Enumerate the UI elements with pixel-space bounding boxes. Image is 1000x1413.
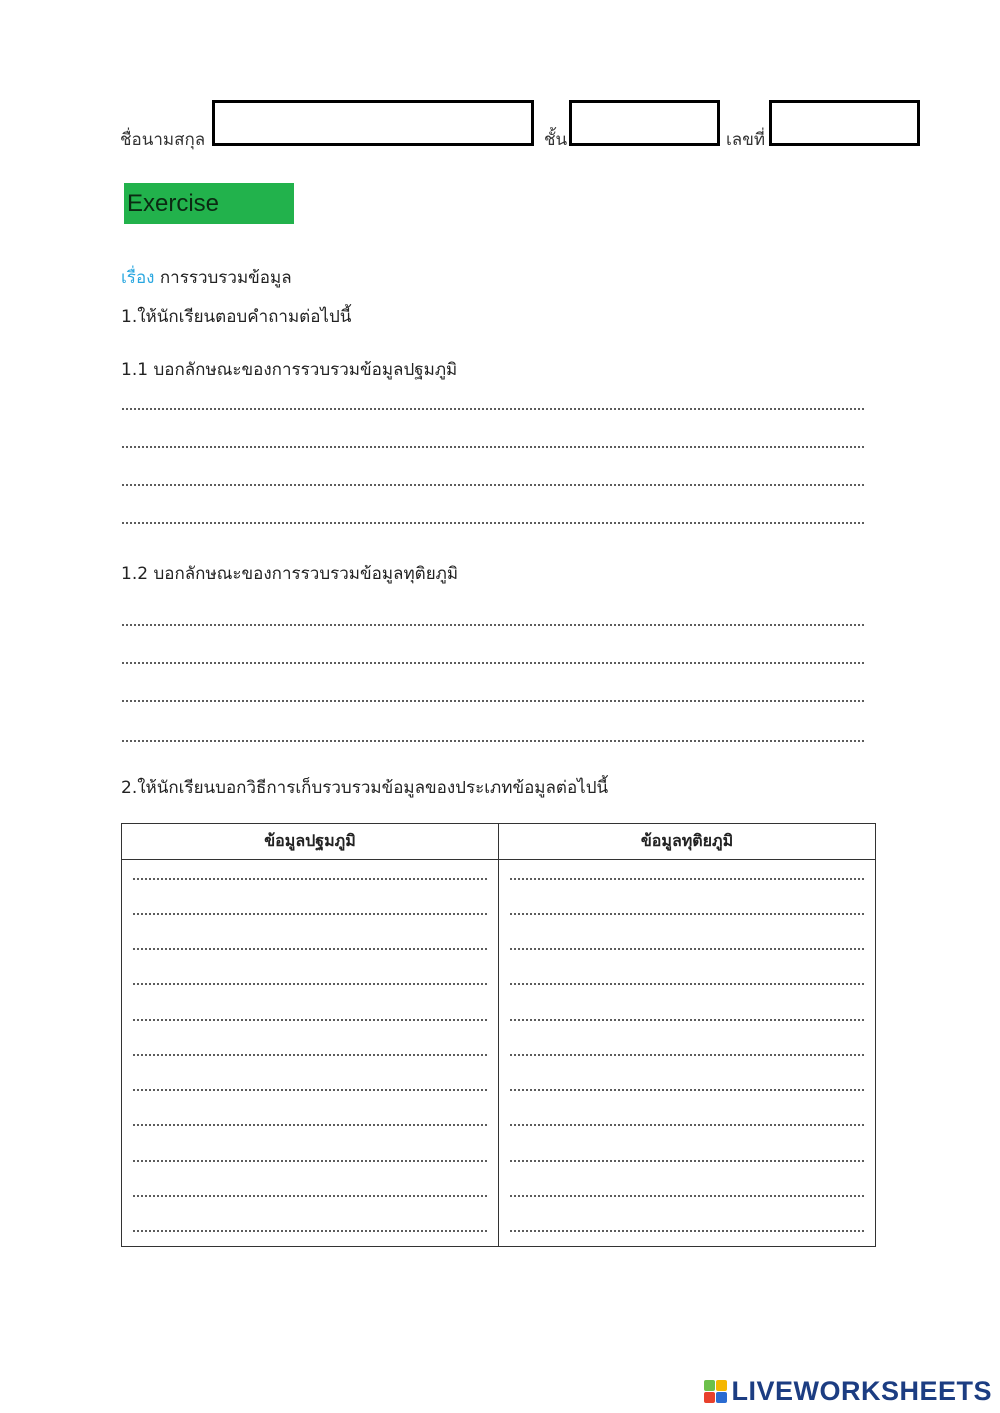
answer-line-1-1-b[interactable] (121, 446, 866, 448)
liveworksheets-logo (704, 1376, 992, 1407)
cell-line[interactable] (509, 1160, 865, 1162)
cell-line[interactable] (509, 948, 865, 950)
cell-line[interactable] (509, 983, 865, 985)
logo-text: LIVEWORKSHEETS (731, 1376, 992, 1406)
header-secondary-data: ข้อมูลทุติยภูมิ (499, 824, 876, 860)
cell-line[interactable] (132, 1089, 488, 1091)
cell-line[interactable] (132, 1195, 488, 1197)
header-primary-data: ข้อมูลปฐมภูมิ (122, 824, 499, 860)
cell-line[interactable] (509, 1054, 865, 1056)
cell-line[interactable] (509, 1019, 865, 1021)
cell-line[interactable] (132, 878, 488, 880)
class-label: ชั้น (544, 130, 568, 150)
answer-line-1-2-c[interactable] (121, 700, 866, 702)
cell-line[interactable] (132, 1124, 488, 1126)
cell-line[interactable] (509, 913, 865, 915)
question-2: 2.ให้นักเรียนบอกวิธีการเก็บรวบรวมข้อมูลของประเภทข้อมูลต่อไปนี้ (121, 778, 609, 798)
answer-line-1-2-a[interactable] (121, 624, 866, 626)
logo-square-red (704, 1392, 715, 1403)
topic-keyword: เรื่อง (121, 268, 155, 288)
number-input[interactable] (769, 100, 920, 146)
cell-line[interactable] (509, 1089, 865, 1091)
cell-line[interactable] (509, 1230, 865, 1232)
secondary-data-cell[interactable] (499, 860, 876, 1247)
cell-line[interactable] (509, 878, 865, 880)
answer-line-1-2-b[interactable] (121, 662, 866, 664)
cell-line[interactable] (132, 1019, 488, 1021)
name-input[interactable] (212, 100, 534, 146)
question-1-2: 1.2 บอกลักษณะของการรวบรวมข้อมูลทุติยภูมิ (121, 564, 459, 584)
answer-line-1-1-d[interactable] (121, 522, 866, 524)
number-label: เลขที่ (726, 130, 766, 150)
logo-mark-icon (704, 1380, 727, 1403)
topic (121, 264, 292, 291)
class-input[interactable] (569, 100, 720, 146)
cell-line[interactable] (509, 1124, 865, 1126)
logo-square-green (704, 1380, 715, 1391)
cell-line[interactable] (132, 1160, 488, 1162)
logo-square-yellow (716, 1380, 727, 1391)
question-1: 1.ให้นักเรียนตอบคำถามต่อไปนี้ (121, 307, 352, 327)
cell-line[interactable] (132, 1054, 488, 1056)
cell-line[interactable] (132, 913, 488, 915)
cell-line[interactable] (132, 1230, 488, 1232)
cell-line[interactable] (132, 983, 488, 985)
answer-line-1-1-a[interactable] (121, 408, 866, 410)
answer-line-1-1-c[interactable] (121, 484, 866, 486)
question-1-1: 1.1 บอกลักษณะของการรวบรวมข้อมูลปฐมภูมิ (121, 360, 458, 380)
exercise-badge: Exercise (124, 183, 294, 224)
answer-line-1-2-d[interactable] (121, 740, 866, 742)
cell-line[interactable] (132, 948, 488, 950)
primary-data-cell[interactable] (122, 860, 499, 1247)
name-label: ชื่อนามสกุล (120, 130, 206, 150)
data-collection-table (121, 823, 876, 1247)
logo-square-blue (716, 1392, 727, 1403)
cell-line[interactable] (509, 1195, 865, 1197)
topic-title: การรวบรวมข้อมูล (159, 268, 292, 288)
